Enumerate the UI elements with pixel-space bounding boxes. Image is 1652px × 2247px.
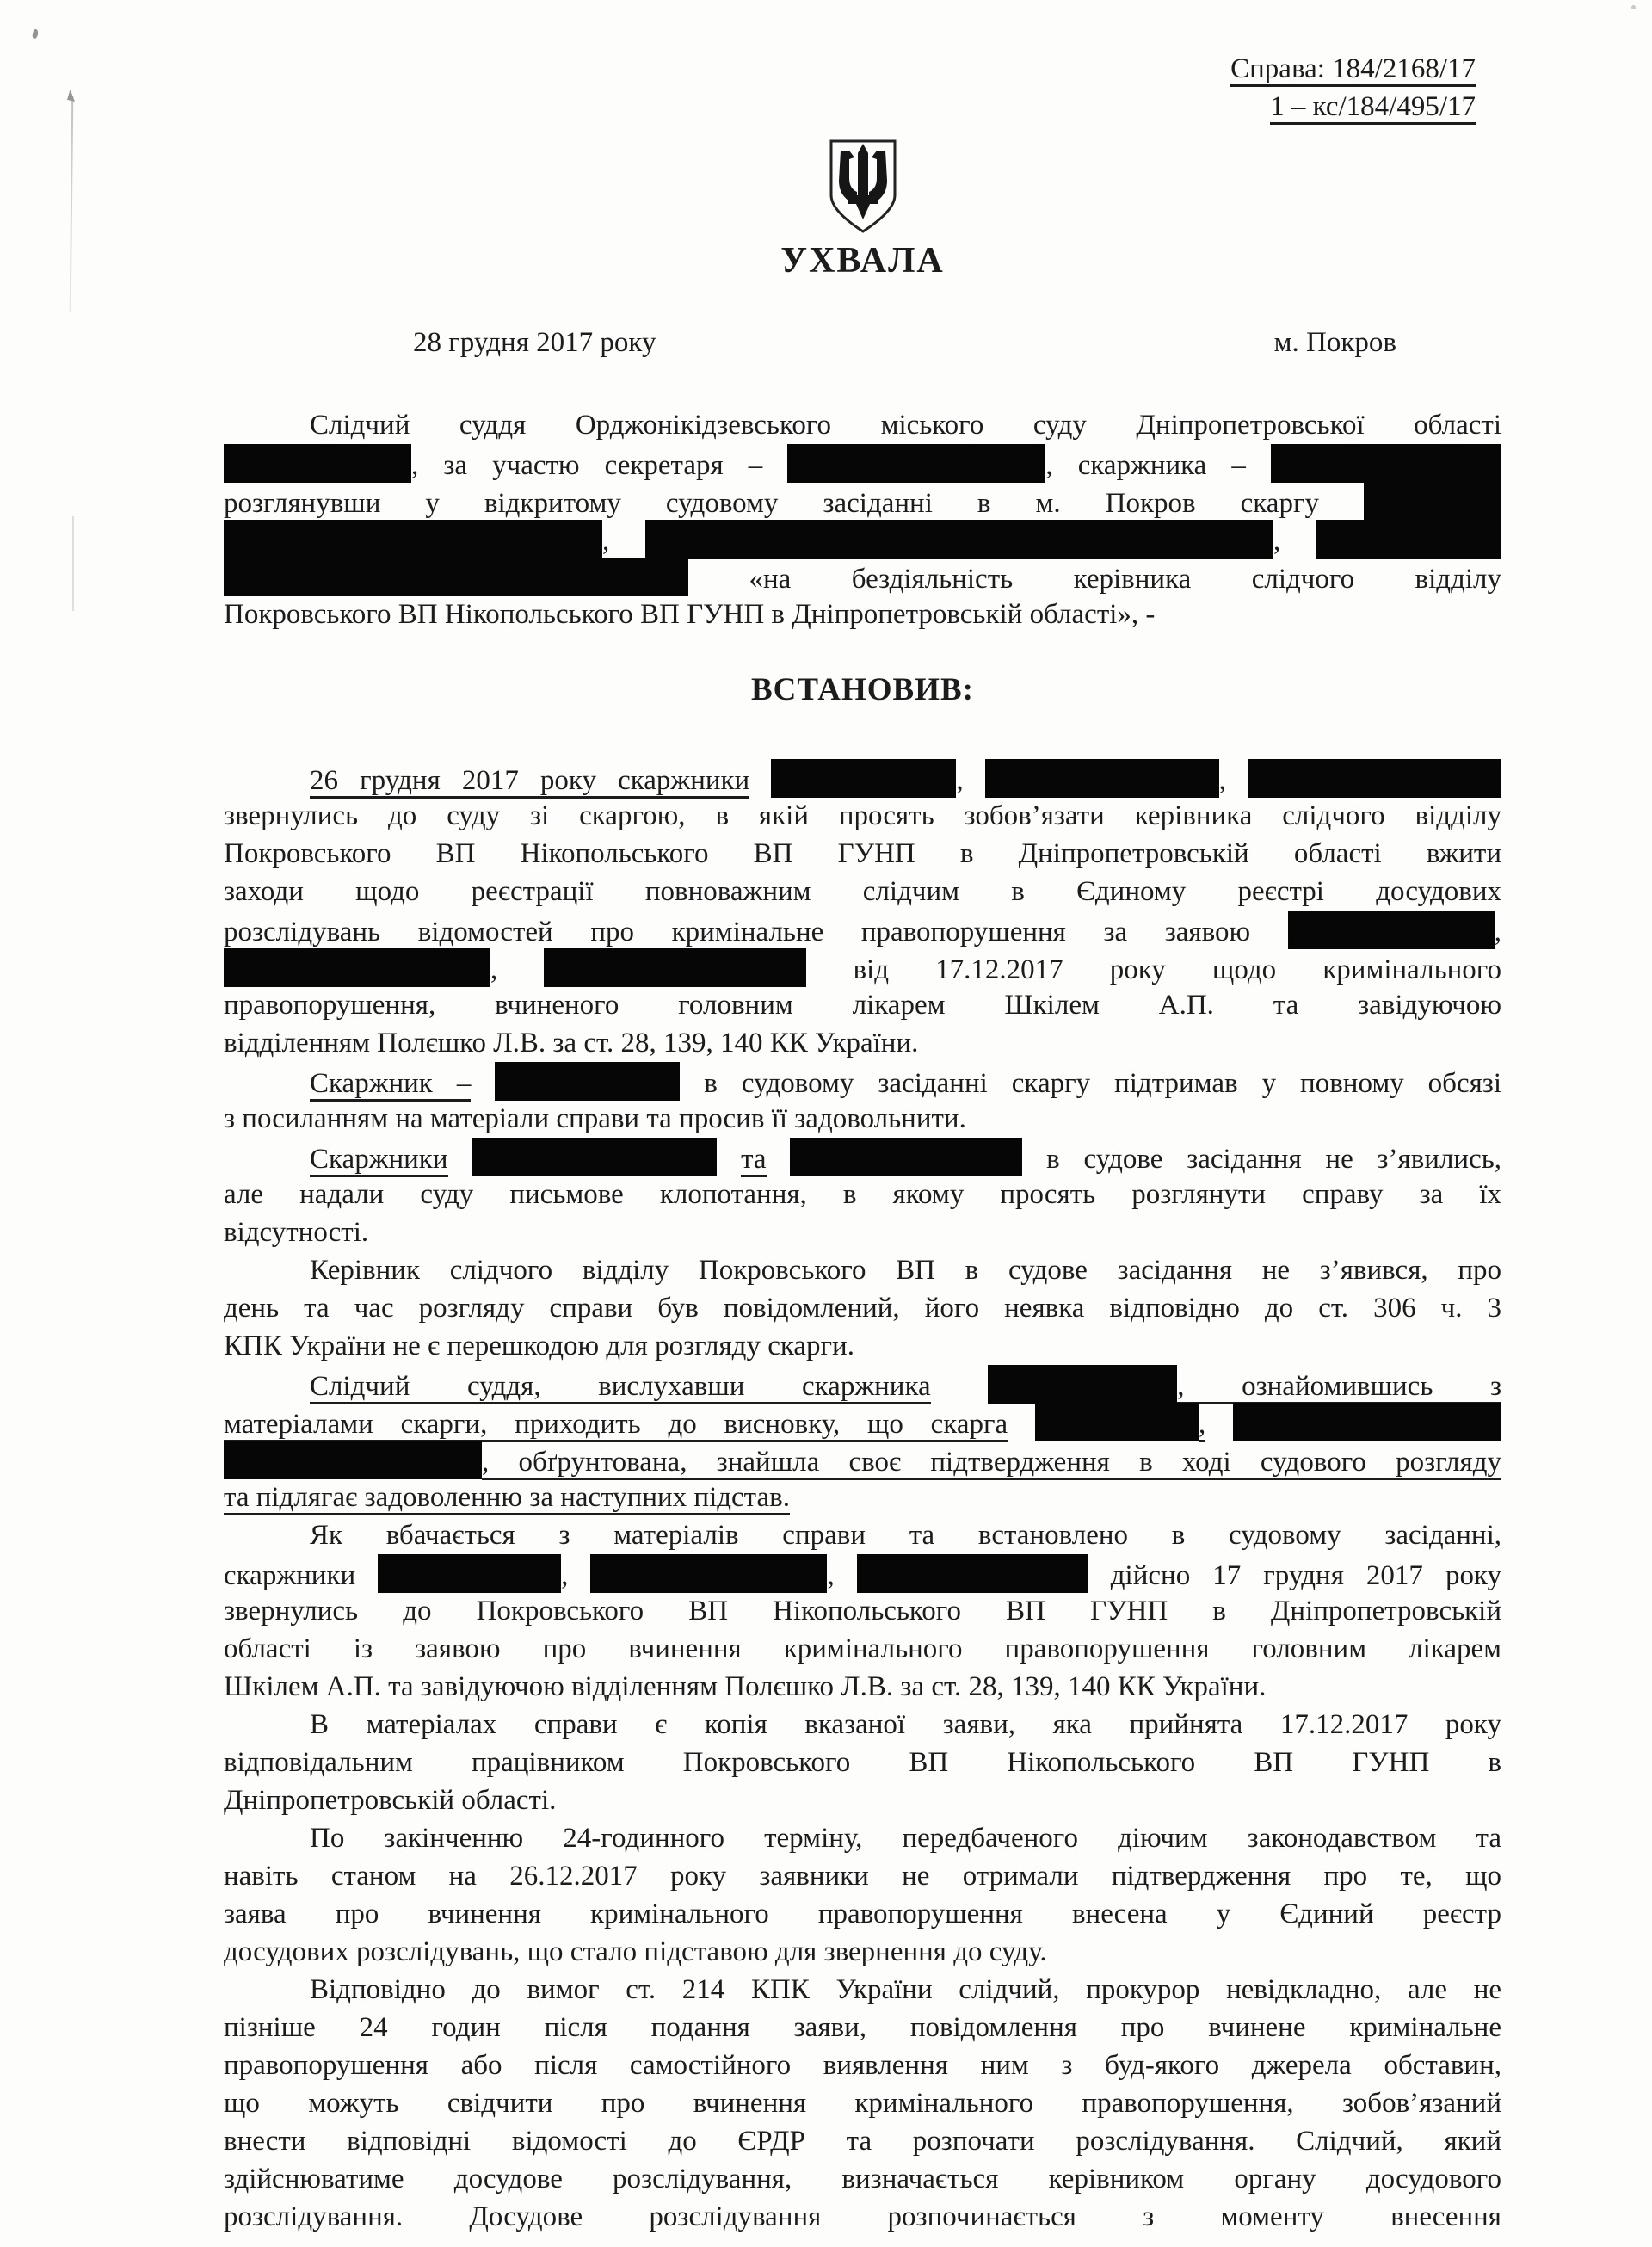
text-line (224, 1478, 1501, 1516)
redaction-bar (645, 520, 1273, 559)
text-segment: області із заявою про вчинення кримінального правопорушення головним лікарем (224, 1633, 1501, 1664)
text-segment: , скаржника – (1045, 450, 1246, 481)
redaction-bar (224, 520, 602, 559)
text-line (224, 1744, 1501, 1781)
redaction-bar (1316, 520, 1501, 559)
text-line (224, 1176, 1501, 1213)
redaction-bar (771, 759, 956, 798)
text-line (224, 1062, 1501, 1100)
redaction-bar (1288, 911, 1495, 949)
document-place: м. Покров (1273, 327, 1396, 358)
text-line (224, 1516, 1501, 1554)
text-line (224, 1327, 1501, 1365)
text-segment: Покровського ВП Нікопольського ВП ГУНП в Дніпропетровській області», - (224, 599, 1156, 630)
text-segment: , (561, 1560, 569, 1591)
text-line (224, 2084, 1501, 2122)
text-segment: дійсно 17 грудня 2017 року (1110, 1560, 1502, 1591)
document-body (224, 406, 1501, 2236)
text-segment: в судове засідання не з’явились, (1046, 1144, 1502, 1175)
text-segment: Покровського ВП Нікопольського ВП ГУНП в Дніпропетровській області вжити (224, 838, 1501, 869)
text-line (224, 1706, 1501, 1744)
text-segment: Дніпропетровській області. (224, 1785, 557, 1816)
text-segment: та підлягає задоволенню за наступних підстав. (224, 1482, 790, 1515)
text-segment: пізніше 24 годин після подання заяви, повідомлення про вчинене кримінальне (224, 2012, 1501, 2043)
dateline (224, 324, 1501, 361)
text-segment: , обґрунтована, знайшла своє підтвердження в ході судового розгляду (482, 1447, 1501, 1480)
redaction-bar (787, 444, 1045, 483)
text-line (224, 911, 1501, 948)
text-line (224, 1819, 1501, 1857)
text-line (224, 1365, 1501, 1403)
text-segment: По закінченню 24-годинного терміну, передбаченого діючим законодавством та (310, 1823, 1501, 1854)
text-line (224, 1592, 1501, 1630)
text-segment: розслідування. Досудове розслідування розпочинається з моменту внесення (224, 2201, 1501, 2232)
text-line (224, 520, 1501, 558)
text-segment: та (741, 1144, 766, 1177)
redaction-bar (495, 1062, 680, 1101)
text-line (224, 1781, 1501, 1819)
text-line (224, 1895, 1501, 1933)
text-segment: , (956, 765, 964, 796)
text-line (224, 986, 1501, 1024)
text-segment: , (1494, 917, 1501, 948)
text-segment: Скаржник – (310, 1068, 471, 1102)
text-line (224, 797, 1501, 835)
redaction-bar (790, 1138, 1022, 1176)
text-line (224, 1251, 1501, 1289)
text-line (224, 1100, 1501, 1138)
text-segment: з посиланням на матеріали справи та просив її задовольнити. (224, 1103, 966, 1134)
text-segment: відсутності. (224, 1217, 369, 1248)
redaction-bar (985, 759, 1219, 798)
text-segment: , ознайомившись з (1177, 1371, 1501, 1404)
redaction-bar (224, 948, 490, 987)
case-number-block (224, 50, 1501, 126)
text-line (224, 1024, 1501, 1062)
text-segment: звернулись до Покровського ВП Нікопольського ВП ГУНП в Дніпропетровській (224, 1596, 1501, 1627)
text-segment: правопорушення, вчиненого головним лікарем Шкілем А.П. та завідуючою (224, 990, 1501, 1021)
text-segment: від 17.12.2017 року щодо кримінального (853, 954, 1501, 985)
redaction-bar (1248, 759, 1501, 798)
text-line (224, 558, 1501, 596)
text-segment: день та час розгляду справи був повідомлений, його неявка відповідно до ст. 306 ч. 3 (224, 1293, 1501, 1324)
resolution-heading: ВСТАНОВИВ: (751, 672, 974, 707)
text-segment: , (827, 1560, 835, 1591)
text-segment: , (602, 526, 610, 557)
text-line (224, 1971, 1501, 2009)
text-segment: відділенням Полєшко Л.В. за ст. 28, 139, 140 КК України. (224, 1028, 919, 1059)
text-segment: відповідальним працівником Покровського ВП Нікопольського ВП ГУНП в (224, 1747, 1501, 1778)
text-line (224, 2160, 1501, 2198)
text-line (224, 1630, 1501, 1668)
text-line (224, 759, 1501, 797)
text-segment: розслідувань відомостей про кримінальне правопорушення за заявою (224, 917, 1251, 948)
text-line (224, 2009, 1501, 2046)
text-segment: здійснюватиме досудове розслідування, визначається керівником органу досудового (224, 2164, 1501, 2195)
text-line (224, 1403, 1501, 1441)
text-line (224, 2122, 1501, 2160)
text-line (224, 2198, 1501, 2236)
text-segment: в судовому засіданні скаргу підтримав у повному обсязі (704, 1068, 1501, 1099)
text-segment: Керівник слідчого відділу Покровського ВП в судове засідання не з’явився, про (310, 1255, 1501, 1286)
redaction-bar (224, 558, 688, 596)
text-segment: Відповідно до вимог ст. 214 КПК України слідчий, прокурор невідкладно, але не (310, 1974, 1501, 2005)
text-line (224, 596, 1501, 633)
text-segment: Скаржники (310, 1144, 448, 1177)
text-line (224, 1289, 1501, 1327)
text-segment: звернулись до суду зі скаргою, в якій просять зобов’язати керівника слідчого відділу (224, 800, 1501, 831)
case-number-line1: Справа: 184/2168/17 (224, 50, 1476, 88)
redaction-bar (1271, 444, 1501, 483)
text-line (224, 835, 1501, 873)
text-line (224, 1857, 1501, 1895)
text-line (224, 1441, 1501, 1478)
text-segment: , за участю секретаря – (411, 450, 763, 481)
text-segment: «на бездіяльність керівника слідчого відділу (749, 564, 1502, 595)
text-line (224, 873, 1501, 911)
redaction-bar (224, 444, 411, 483)
text-segment: навіть станом на 26.12.2017 року заявники не отримали підтвердження про те, що (224, 1861, 1501, 1892)
text-line (224, 948, 1501, 986)
text-segment: , (490, 954, 498, 985)
text-segment: , (1199, 1409, 1205, 1442)
document-date: 28 грудня 2017 року (413, 327, 656, 358)
text-line (224, 444, 1501, 482)
text-segment: КПК України не є перешкодою для розгляду скарги. (224, 1330, 854, 1361)
text-segment: матеріалами скарги, приходить до висновку, що скарга (224, 1409, 1008, 1442)
text-segment: Як вбачається з матеріалів справи та встановлено в судовому засіданні, (310, 1520, 1501, 1551)
text-segment: досудових розслідувань, що стало підставою для звернення до суду. (224, 1936, 1047, 1967)
text-line (224, 1668, 1501, 1706)
redaction-bar (1364, 482, 1501, 521)
case-number-line2: 1 – кс/184/495/17 (224, 88, 1476, 126)
text-segment: 26 грудня 2017 року скаржники (310, 765, 749, 799)
ukraine-trident-shield-icon (828, 138, 898, 236)
text-line (224, 1138, 1501, 1176)
text-segment: скаржники (224, 1560, 356, 1591)
text-segment: але надали суду письмове клопотання, в якому просять розглянути справу за їх (224, 1179, 1501, 1210)
text-segment: , (1273, 526, 1281, 557)
text-line (224, 2046, 1501, 2084)
redaction-bar (472, 1138, 717, 1176)
text-segment: Слідчий суддя, вислухавши скаржника (310, 1371, 931, 1404)
text-segment: заходи щодо реєстрації повноважним слідчим в Єдиному реєстрі досудових (224, 876, 1501, 907)
text-segment: Слідчий суддя Орджонікідзевського міського суду Дніпропетровської області (310, 410, 1501, 441)
text-segment: В матеріалах справи є копія вказаної заяви, яка прийнята 17.12.2017 року (310, 1709, 1501, 1740)
redaction-bar (544, 948, 806, 987)
document-title: УХВАЛА (780, 241, 945, 281)
text-segment: заява про вчинення кримінального правопорушення внесена у Єдиний реєстр (224, 1898, 1501, 1929)
text-line (224, 1213, 1501, 1251)
redaction-bar (988, 1365, 1177, 1404)
text-segment: що можуть свідчити про вчинення кримінального правопорушення, зобов’язаний (224, 2088, 1501, 2119)
text-segment: Шкілем А.П. та завідуючою відділенням Полєшко Л.В. за ст. 28, 139, 140 КК України. (224, 1671, 1267, 1702)
redaction-bar (378, 1554, 561, 1593)
redaction-bar (1035, 1403, 1199, 1441)
text-segment: правопорушення або після самостійного виявлення ним з буд-якого джерела обставин, (224, 2050, 1501, 2081)
text-segment: внести відповідні відомості до ЄРДР та розпочати розслідування. Слідчий, який (224, 2126, 1501, 2157)
redaction-bar (590, 1554, 827, 1593)
text-segment: , (1218, 765, 1226, 796)
text-line (224, 482, 1501, 520)
text-line (224, 1554, 1501, 1592)
redaction-bar (857, 1554, 1088, 1593)
text-line (224, 1933, 1501, 1971)
text-line (224, 406, 1501, 444)
redaction-bar (1233, 1403, 1501, 1441)
redaction-bar (224, 1441, 482, 1479)
text-segment: розглянувши у відкритому судовому засіданні в м. Покров скаргу (224, 488, 1319, 519)
